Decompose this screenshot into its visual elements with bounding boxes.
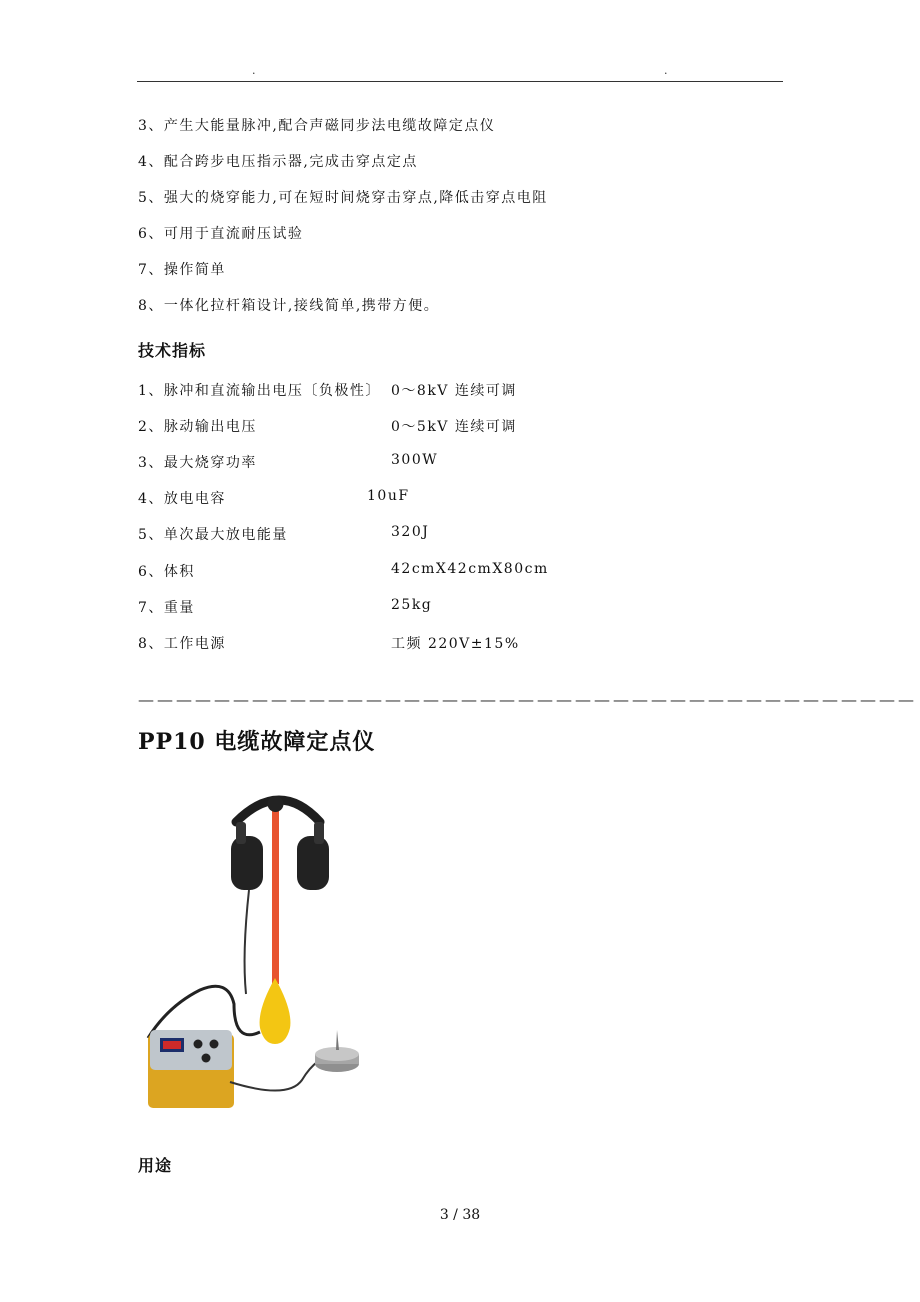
product-photo — [138, 782, 366, 1116]
spec-row — [138, 524, 778, 544]
spec-value: 10uF — [367, 488, 410, 504]
spec-value: 工频 220V±15% — [391, 636, 520, 652]
spec-label: 5、单次最大放电能量 — [138, 527, 288, 543]
spec-row — [138, 561, 778, 581]
section-divider: ————————————————————————————————————————— — [138, 690, 917, 709]
spec-value: 25kg — [391, 597, 433, 613]
page-indicator: 3 / 38 — [439, 1207, 481, 1223]
feature-item: 4、配合跨步电压指示器,完成击穿点定点 — [138, 154, 418, 170]
feature-item: 5、强大的烧穿能力,可在短时间烧穿击穿点,降低击穿点电阻 — [138, 190, 548, 206]
spec-row — [138, 488, 778, 508]
product-title: PP10 电缆故障定点仪 — [138, 729, 376, 755]
spec-label: 8、工作电源 — [138, 636, 226, 652]
spec-label: 3、最大烧穿功率 — [138, 455, 257, 471]
feature-item: 8、一体化拉杆箱设计,接线简单,携带方便。 — [138, 298, 440, 314]
header-left-mark: . — [252, 64, 256, 77]
spec-value: 300W — [391, 452, 439, 468]
spec-label: 6、体积 — [138, 564, 195, 580]
spec-row — [138, 452, 778, 472]
spec-value: 0～8kV 连续可调 — [391, 383, 517, 399]
spec-value: 0～5kV 连续可调 — [391, 419, 517, 435]
usage-heading: 用途 — [138, 1156, 173, 1175]
header-right-mark: . — [664, 64, 668, 77]
feature-item: 7、操作简单 — [138, 262, 226, 278]
spec-value: 320J — [391, 524, 430, 540]
spec-heading: 技术指标 — [138, 341, 207, 360]
feature-item: 3、产生大能量脉冲,配合声磁同步法电缆故障定点仪 — [138, 118, 496, 134]
spec-value: 42cmX42cmX80cm — [391, 561, 549, 577]
spec-label: 2、脉动输出电压 — [138, 419, 257, 435]
spec-row — [138, 416, 778, 436]
spec-row — [138, 597, 778, 617]
spec-row — [138, 380, 778, 400]
header-rule — [137, 81, 783, 82]
spec-label: 4、放电电容 — [138, 491, 226, 507]
spec-row — [138, 633, 778, 653]
feature-item: 6、可用于直流耐压试验 — [138, 226, 304, 242]
spec-label: 7、重量 — [138, 600, 195, 616]
spec-label: 1、脉冲和直流输出电压〔负极性〕 — [138, 383, 381, 399]
